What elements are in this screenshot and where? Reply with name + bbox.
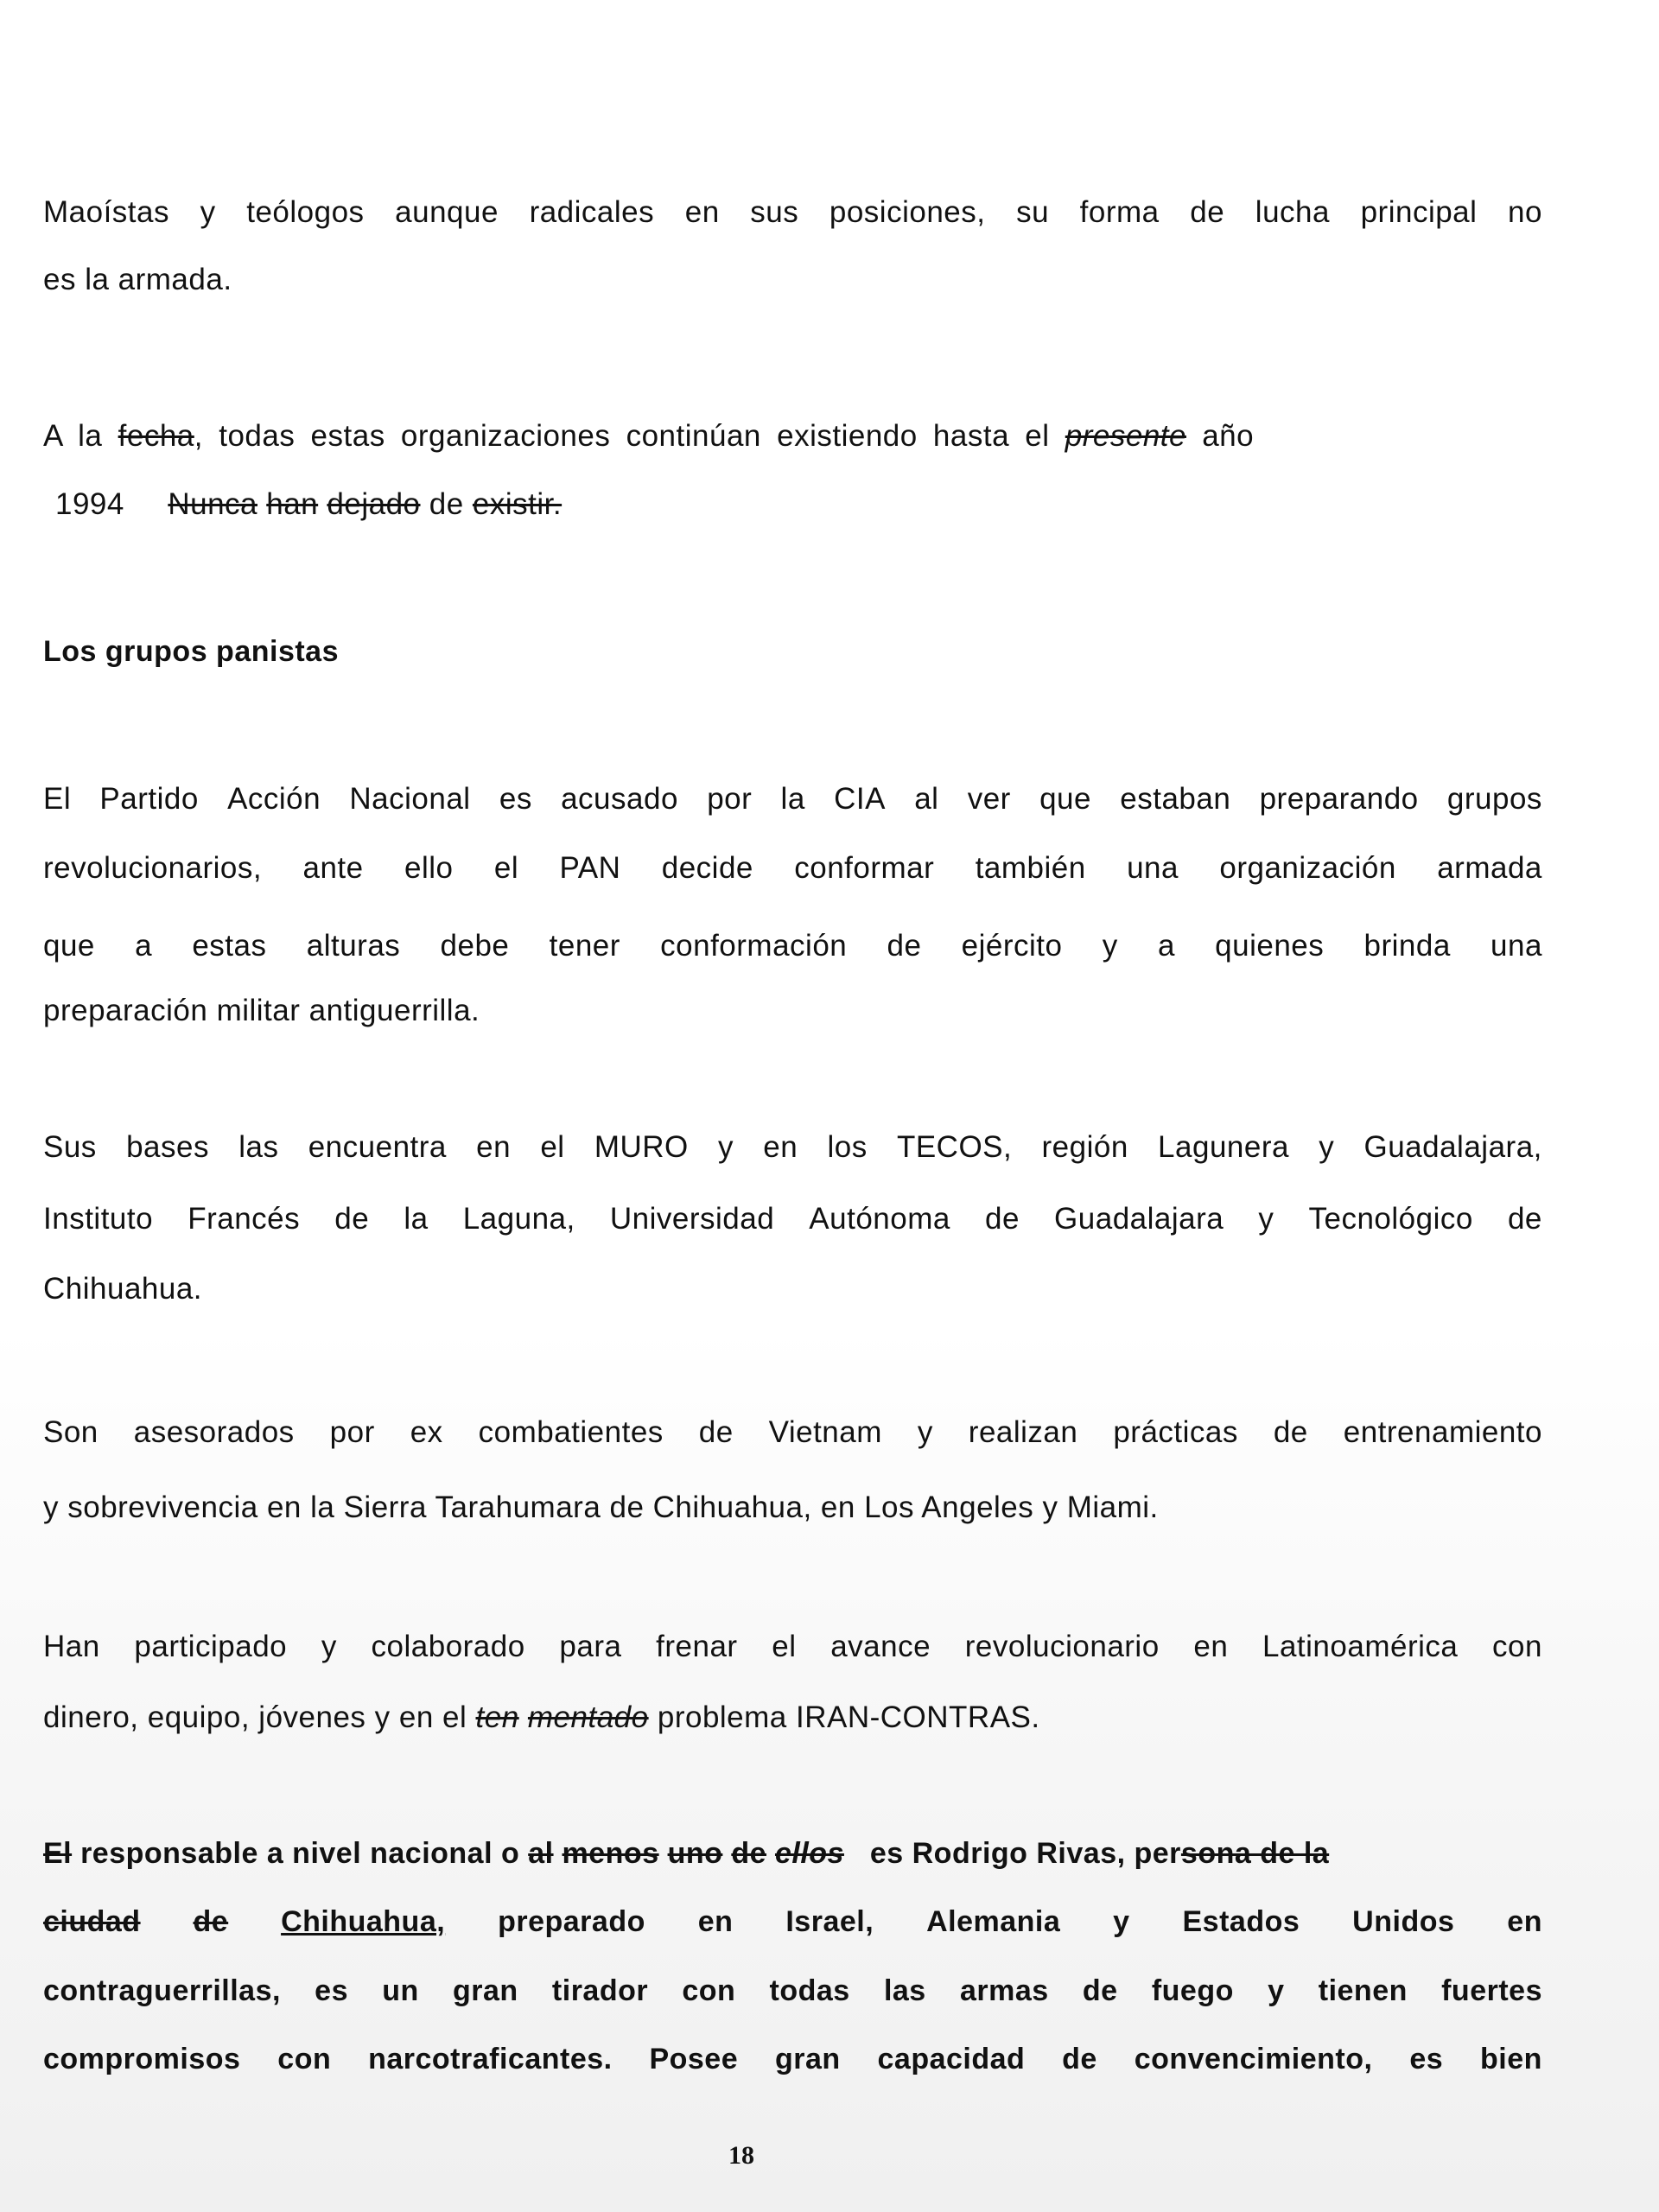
paragraph-5-line-2: y sobrevivencia en la Sierra Tarahumara de Chihuahua, en Los Angeles y Miami. bbox=[43, 1491, 1159, 1524]
word: CIA bbox=[834, 782, 886, 816]
word: en bbox=[1507, 1905, 1542, 1938]
text-run: es Rodrigo Rivas, per bbox=[869, 1837, 1181, 1870]
word: gran bbox=[774, 2043, 841, 2075]
word: revolucionario bbox=[964, 1630, 1160, 1663]
word: las bbox=[238, 1130, 279, 1164]
word: conformación bbox=[660, 929, 848, 963]
word: Nacional bbox=[349, 782, 471, 816]
paragraph-1-line-1 bbox=[43, 197, 1542, 227]
struck-word: ellos bbox=[774, 1837, 844, 1870]
word: conformar bbox=[794, 851, 935, 885]
paragraph-3-line-4: preparación militar antiguerrilla. bbox=[43, 994, 480, 1027]
word: brinda bbox=[1363, 929, 1451, 963]
word: y bbox=[718, 1130, 734, 1164]
word: fuertes bbox=[1441, 1974, 1542, 2007]
word: compromisos bbox=[43, 2043, 241, 2075]
paragraph-1-line-2: es la armada. bbox=[43, 263, 232, 296]
word: y bbox=[917, 1415, 933, 1449]
year: 1994 bbox=[55, 487, 124, 521]
paragraph-4-line-1 bbox=[43, 1132, 1542, 1162]
word: Instituto bbox=[43, 1202, 154, 1236]
word: y bbox=[1113, 1905, 1130, 1938]
word: principal bbox=[1360, 195, 1478, 229]
word: es bbox=[499, 782, 532, 816]
struck-word: dejado bbox=[327, 487, 421, 521]
word: Alemania bbox=[926, 1905, 1061, 1938]
word: debe bbox=[440, 929, 510, 963]
word: preparando bbox=[1259, 782, 1419, 816]
word: el bbox=[540, 1130, 565, 1164]
struck-word: de bbox=[731, 1837, 767, 1870]
word: tener bbox=[549, 929, 620, 963]
word: convencimiento, bbox=[1134, 2043, 1373, 2075]
word: ello bbox=[404, 851, 454, 885]
word: organización bbox=[1219, 851, 1396, 885]
word: año bbox=[1202, 419, 1255, 453]
struck-word: mentado bbox=[527, 1700, 649, 1734]
paragraph-7-line-3 bbox=[43, 1976, 1542, 2005]
word: y bbox=[1319, 1130, 1335, 1164]
word: Universidad bbox=[609, 1202, 775, 1236]
word: en bbox=[684, 195, 720, 229]
word: contraguerrillas, bbox=[43, 1974, 281, 2007]
word: que bbox=[1039, 782, 1091, 816]
word: el bbox=[772, 1630, 797, 1663]
word: decide bbox=[661, 851, 753, 885]
paragraph-6-line-1 bbox=[43, 1631, 1542, 1662]
word: acusado bbox=[561, 782, 678, 816]
word: armas bbox=[959, 1974, 1049, 2007]
word: Laguna, bbox=[462, 1202, 575, 1236]
word: Autónoma bbox=[809, 1202, 950, 1236]
struck-word: al bbox=[528, 1837, 554, 1870]
word: preparado bbox=[498, 1905, 645, 1938]
word: ejército bbox=[961, 929, 1063, 963]
word: A bbox=[43, 419, 62, 453]
word: ver bbox=[967, 782, 1011, 816]
word: MURO bbox=[594, 1130, 689, 1164]
word: es bbox=[1409, 2043, 1444, 2075]
word: y bbox=[200, 195, 216, 229]
struck-word: de bbox=[193, 1905, 229, 1938]
word: ex bbox=[410, 1415, 443, 1449]
word: región bbox=[1041, 1130, 1128, 1164]
word: y bbox=[1258, 1202, 1274, 1236]
word: los bbox=[827, 1130, 868, 1164]
word: Israel, bbox=[785, 1905, 874, 1938]
word: colaborado bbox=[371, 1630, 525, 1663]
word: a bbox=[135, 929, 153, 963]
word: Latinoamérica bbox=[1262, 1630, 1459, 1663]
word: alturas bbox=[306, 929, 401, 963]
word: combatientes bbox=[478, 1415, 664, 1449]
word: Tecnológico bbox=[1308, 1202, 1473, 1236]
struck-word: ten bbox=[475, 1700, 519, 1734]
paragraph-7-line-4 bbox=[43, 2044, 1542, 2074]
underlined-word: Chihuahua, bbox=[281, 1905, 446, 1938]
paragraph-5-line-1 bbox=[43, 1417, 1542, 1447]
text-run: dinero, equipo, jóvenes y en el bbox=[43, 1700, 467, 1734]
word: Posee bbox=[649, 2043, 739, 2075]
word: estas bbox=[192, 929, 267, 963]
struck-word: ciudad bbox=[43, 1905, 141, 1938]
word: Partido bbox=[99, 782, 199, 816]
word: a bbox=[1157, 929, 1175, 963]
word: para bbox=[559, 1630, 622, 1663]
paragraph-2-line-1 bbox=[43, 421, 1254, 451]
text-run: , todas estas organizaciones continúan existiendo hasta el bbox=[194, 419, 1050, 453]
word: frenar bbox=[656, 1630, 738, 1663]
word: Sus bbox=[43, 1130, 97, 1164]
struck-word: presente bbox=[1065, 419, 1186, 453]
word: avance bbox=[830, 1630, 931, 1663]
word: las bbox=[883, 1974, 926, 2007]
word: capacidad bbox=[877, 2043, 1026, 2075]
word: lucha bbox=[1255, 195, 1330, 229]
word: teólogos bbox=[246, 195, 365, 229]
word: Unidos bbox=[1352, 1905, 1455, 1938]
word: en bbox=[763, 1130, 798, 1164]
word: de bbox=[984, 1202, 1020, 1236]
word: armada bbox=[1437, 851, 1542, 885]
word: con bbox=[682, 1974, 736, 2007]
word: Guadalajara bbox=[1054, 1202, 1224, 1236]
word: posiciones, bbox=[829, 195, 986, 229]
paragraph-3-line-1 bbox=[43, 784, 1542, 814]
word: al bbox=[914, 782, 939, 816]
word: Lagunera bbox=[1158, 1130, 1289, 1164]
word: de bbox=[698, 1415, 734, 1449]
word: la bbox=[404, 1202, 429, 1236]
word: prácticas bbox=[1113, 1415, 1238, 1449]
paragraph-3-line-2 bbox=[43, 853, 1542, 883]
word: fuego bbox=[1151, 1974, 1234, 2007]
word: en bbox=[476, 1130, 512, 1164]
word: de bbox=[1190, 195, 1225, 229]
word: encuentra bbox=[308, 1130, 447, 1164]
word: radicales bbox=[529, 195, 655, 229]
struck-word: uno bbox=[667, 1837, 723, 1870]
word: de bbox=[887, 929, 922, 963]
word: de bbox=[334, 1202, 370, 1236]
word: Maoístas bbox=[43, 195, 169, 229]
word: con bbox=[1492, 1630, 1542, 1663]
word: de bbox=[1062, 2043, 1097, 2075]
word: bases bbox=[126, 1130, 209, 1164]
word: y bbox=[321, 1630, 337, 1663]
page-number: 18 bbox=[728, 2141, 754, 2170]
word: un bbox=[382, 1974, 419, 2007]
word: PAN bbox=[559, 851, 621, 885]
word: una bbox=[1127, 851, 1179, 885]
word: bien bbox=[1479, 2043, 1542, 2075]
struck-word: El bbox=[43, 1837, 73, 1870]
paragraph-7-line-2 bbox=[43, 1907, 1542, 1936]
word: el bbox=[493, 851, 519, 885]
word: ante bbox=[302, 851, 364, 885]
word: TECOS, bbox=[896, 1130, 1013, 1164]
struck-word: Nunca bbox=[168, 487, 258, 521]
word: tirador bbox=[551, 1974, 649, 2007]
word: no bbox=[1508, 195, 1542, 229]
word: de bbox=[1082, 1974, 1118, 2007]
struck-word: menos bbox=[562, 1837, 659, 1870]
word: Estados bbox=[1182, 1905, 1300, 1938]
text-run: problema IRAN-CONTRAS. bbox=[657, 1700, 1040, 1734]
word: realizan bbox=[968, 1415, 1078, 1449]
paragraph-6-line-2 bbox=[43, 1702, 1040, 1732]
word: la bbox=[780, 782, 805, 816]
word: todas bbox=[769, 1974, 850, 2007]
word: y bbox=[1268, 1974, 1285, 2007]
word: su bbox=[1016, 195, 1050, 229]
word: quienes bbox=[1215, 929, 1325, 963]
word: en bbox=[1193, 1630, 1229, 1663]
word: grupos bbox=[1446, 782, 1542, 816]
word: por bbox=[329, 1415, 375, 1449]
word: y bbox=[1102, 929, 1118, 963]
struck-word: fecha bbox=[118, 419, 194, 453]
word: estaban bbox=[1120, 782, 1231, 816]
section-heading: Los grupos panistas bbox=[43, 635, 339, 668]
word: revolucionarios, bbox=[43, 851, 263, 885]
struck-word: han bbox=[266, 487, 319, 521]
word: gran bbox=[453, 1974, 518, 2007]
word: de bbox=[429, 487, 464, 521]
word: entrenamiento bbox=[1343, 1415, 1542, 1449]
word: Acción bbox=[227, 782, 321, 816]
word: una bbox=[1491, 929, 1542, 963]
word: que bbox=[43, 929, 95, 963]
word: aunque bbox=[395, 195, 499, 229]
word: es bbox=[315, 1974, 348, 2007]
paragraph-4-line-2 bbox=[43, 1204, 1542, 1234]
word: en bbox=[697, 1905, 734, 1938]
word: la bbox=[78, 419, 103, 453]
word: también bbox=[975, 851, 1086, 885]
text-run: responsable a nivel nacional o bbox=[80, 1837, 520, 1870]
word: sus bbox=[750, 195, 799, 229]
paragraph-4-line-3: Chihuahua. bbox=[43, 1272, 203, 1306]
word: El bbox=[43, 782, 72, 816]
word: Francés bbox=[188, 1202, 301, 1236]
word: Guadalajara, bbox=[1363, 1130, 1542, 1164]
word: tienen bbox=[1318, 1974, 1408, 2007]
word: de bbox=[1507, 1202, 1542, 1236]
paragraph-3-line-3 bbox=[43, 931, 1542, 961]
struck-word: existir. bbox=[472, 487, 563, 521]
word: narcotraficantes. bbox=[368, 2043, 613, 2075]
paragraph-2-line-2 bbox=[55, 489, 562, 519]
word: por bbox=[707, 782, 753, 816]
word: forma bbox=[1079, 195, 1160, 229]
word: Vietnam bbox=[768, 1415, 882, 1449]
struck-word: sona de la bbox=[1180, 1837, 1330, 1870]
paragraph-7-line-1 bbox=[43, 1839, 1329, 1868]
word: participado bbox=[134, 1630, 288, 1663]
word: asesorados bbox=[133, 1415, 295, 1449]
word: de bbox=[1273, 1415, 1308, 1449]
word: con bbox=[277, 2043, 332, 2075]
word: Han bbox=[43, 1630, 100, 1663]
word: Son bbox=[43, 1415, 99, 1449]
